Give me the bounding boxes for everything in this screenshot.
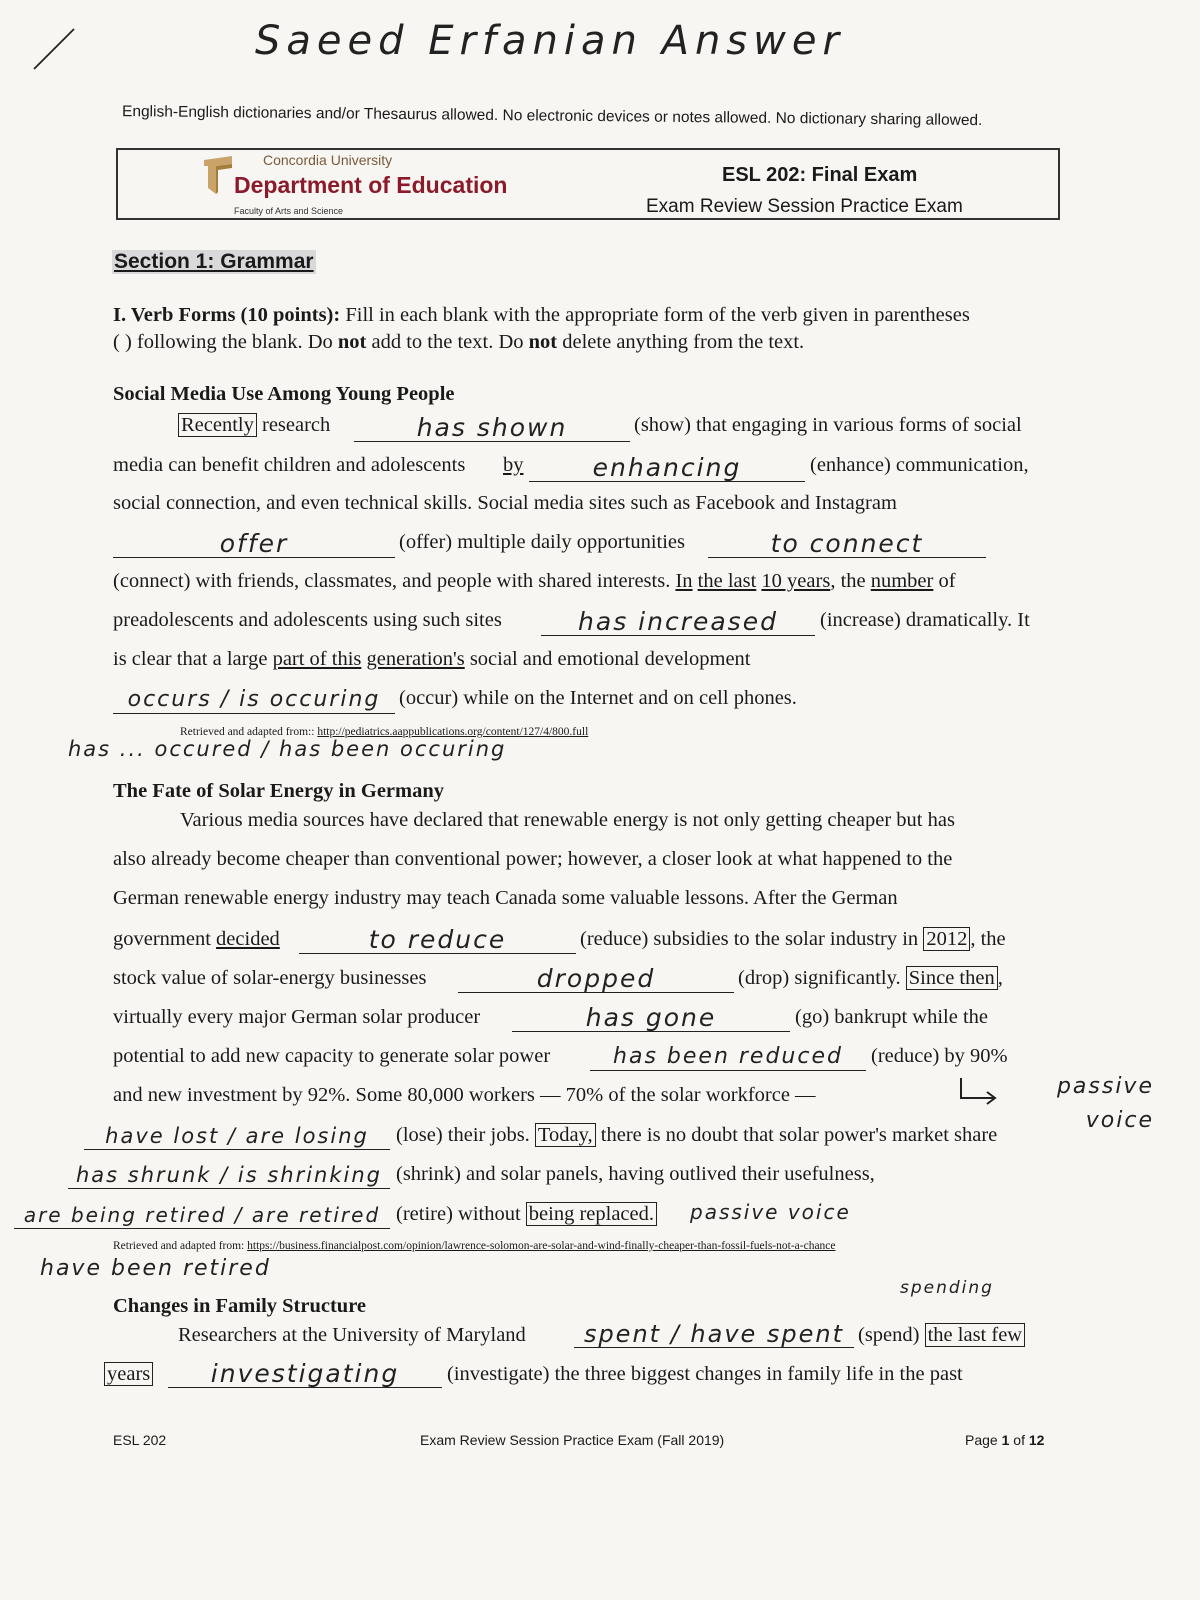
- passage-line: social connection, and even technical skills. Social media sites such as Facebook and Instagram: [113, 492, 897, 514]
- passage-line: Researchers at the University of Maryland: [178, 1324, 526, 1346]
- passage-title: Social Media Use Among Young People: [113, 383, 455, 405]
- handwritten-answer: spent / have spent: [583, 1320, 845, 1348]
- handwritten-answer: has shrunk / is shrinking: [76, 1163, 382, 1187]
- emphasis-not: not: [528, 331, 558, 353]
- passage-line: stock value of solar-energy businesses: [113, 967, 427, 989]
- footer-course: ESL 202: [113, 1432, 167, 1448]
- boxed-word: being replaced.: [526, 1202, 657, 1226]
- answer-blank[interactable]: [14, 1199, 390, 1229]
- question-label: I. Verb Forms (10 points):: [113, 304, 341, 326]
- underlined-word: decided: [216, 928, 280, 950]
- emphasis-not: not: [337, 331, 367, 353]
- answer-blank[interactable]: [299, 924, 576, 954]
- page-separator: of: [1009, 1432, 1029, 1448]
- passage-text: (retire) without: [396, 1203, 521, 1225]
- question-text: add to the text. Do: [366, 331, 529, 353]
- handwritten-answer: to reduce: [368, 925, 507, 954]
- passage-text: , the: [970, 928, 1006, 950]
- passage-text: , the: [830, 570, 866, 592]
- passage-line: (go) bankrupt while the: [795, 1006, 988, 1028]
- department-name: Department of Education: [234, 172, 508, 198]
- handwritten-answer: enhancing: [592, 453, 742, 482]
- handwritten-answer: offer: [219, 529, 289, 558]
- passage-line: [113, 570, 956, 593]
- handwritten-note: passive voice: [1056, 1074, 1154, 1133]
- handwritten-answer: to connect: [770, 529, 924, 558]
- answer-blank[interactable]: [574, 1318, 854, 1348]
- underlined-word: number: [870, 570, 934, 592]
- underlined-word: generation's: [366, 648, 465, 670]
- handwritten-answer: has increased: [578, 607, 778, 636]
- passage-line: [858, 1324, 1025, 1347]
- handwritten-answer: occurs / is occuring: [127, 687, 381, 712]
- passage-line: (offer) multiple daily opportunities: [399, 531, 685, 553]
- exam-header: [116, 148, 1060, 220]
- passage-line: [113, 454, 465, 477]
- passage-line: (enhance) communication,: [810, 454, 1029, 476]
- pen-stroke-icon: [30, 25, 80, 75]
- handwritten-answer: has been reduced: [613, 1044, 843, 1069]
- passage-text: (drop) significantly.: [738, 967, 901, 989]
- passage-text: there is no doubt that solar power's market share: [600, 1124, 998, 1146]
- passage-line: potential to add new capacity to generate solar power: [113, 1045, 551, 1067]
- handwritten-answer: investigating: [210, 1359, 400, 1388]
- passage-text: media can benefit children and adolescents: [113, 454, 466, 476]
- passage-text: of: [938, 570, 956, 592]
- answer-blank[interactable]: [168, 1358, 442, 1388]
- handwritten-answer: have lost / are losing: [105, 1124, 369, 1148]
- passage-line: (investigate) the three biggest changes in family life in the past: [447, 1363, 963, 1385]
- passage-text: (reduce) subsidies to the solar industry in: [580, 928, 919, 950]
- total-pages: 12: [1028, 1432, 1045, 1448]
- source-link[interactable]: http://pediatrics.aappublications.org/content/127/4/800.full: [317, 726, 589, 738]
- passage-text: research: [256, 414, 331, 436]
- passage-text: government: [113, 928, 211, 950]
- section-heading: Section 1: Grammar: [114, 250, 314, 273]
- passage-line: (increase) dramatically. It: [820, 609, 1030, 631]
- passage-text: ,: [997, 967, 1003, 989]
- handwritten-answer: dropped: [536, 964, 656, 993]
- footer-page-number: [965, 1432, 1044, 1448]
- question-text: Fill in each blank with the appropriate form of the verb given in parentheses: [340, 304, 970, 326]
- underlined-word: part of this: [272, 648, 362, 670]
- passage-line: [113, 928, 280, 951]
- answer-blank[interactable]: [529, 452, 805, 482]
- answer-blank[interactable]: [708, 528, 986, 558]
- passage-line: [396, 1203, 657, 1226]
- student-name-handwriting: Saeed Erfanian Answer: [255, 18, 845, 64]
- passage-line: (reduce) by 90%: [871, 1045, 1008, 1067]
- boxed-word: Recently: [178, 413, 257, 437]
- question-instructions-line-1: [113, 304, 970, 327]
- passage-line: Various media sources have declared that renewable energy is not only getting cheaper but has: [180, 809, 955, 831]
- answer-blank[interactable]: [68, 1159, 390, 1189]
- source-label: Retrieved and adapted from::: [180, 726, 315, 738]
- source-label: Retrieved and adapted from:: [113, 1240, 245, 1252]
- answer-blank[interactable]: [84, 1120, 390, 1150]
- handwritten-note: spending: [900, 1278, 994, 1298]
- passage-line: [396, 1124, 997, 1147]
- passage-text: is clear that a large: [113, 648, 268, 670]
- handwritten-answer: are being retired / are retired: [23, 1203, 381, 1227]
- question-instructions-line-2: [113, 331, 804, 354]
- answer-blank[interactable]: [113, 684, 395, 714]
- underlined-by: by: [503, 454, 524, 476]
- passage-line: [113, 648, 750, 671]
- boxed-word: Today,: [535, 1123, 596, 1147]
- boxed-word: 2012: [923, 927, 970, 951]
- university-name: Concordia University: [263, 152, 393, 168]
- question-text: delete anything from the text.: [557, 331, 805, 353]
- passage-line: (shrink) and solar panels, having outlived their usefulness,: [396, 1163, 875, 1185]
- exam-instructions: English-English dictionaries and/or Thesaurus allowed. No electronic devices or notes allowed. No dictionary sharing allowed.: [121, 103, 983, 130]
- boxed-word: the last few: [925, 1323, 1026, 1347]
- exam-subtitle: Exam Review Session Practice Exam: [646, 196, 963, 217]
- handwritten-note: passive voice: [690, 1200, 851, 1224]
- passage-line: also already become cheaper than conventional power; however, a closer look at what happened to the: [113, 848, 953, 870]
- passage-line: [178, 414, 330, 437]
- passage-line: preadolescents and adolescents using such sites: [113, 609, 502, 631]
- passage-line: German renewable energy industry may teach Canada some valuable lessons. After the German: [113, 887, 898, 909]
- handwritten-answer: has gone: [585, 1003, 717, 1032]
- handwritten-answer: has shown: [416, 413, 568, 442]
- passage-line: [580, 928, 1006, 951]
- question-text: ( ) following the blank. Do: [113, 331, 338, 353]
- answer-blank[interactable]: [354, 412, 630, 442]
- passage-text: (connect) with friends, classmates, and people with shared interests.: [113, 570, 671, 592]
- page-prefix: Page: [965, 1432, 1002, 1448]
- handwritten-note: have been retired: [40, 1256, 271, 1281]
- passage-line: [738, 967, 1003, 990]
- passage-title: The Fate of Solar Energy in Germany: [113, 780, 445, 802]
- underlined-word: [503, 454, 524, 477]
- underlined-word: the last: [697, 570, 757, 592]
- boxed-word: years: [104, 1362, 153, 1386]
- passage-text: (lose) their jobs.: [396, 1124, 530, 1146]
- footer-exam-title: Exam Review Session Practice Exam (Fall 2019): [420, 1432, 725, 1448]
- underlined-word: 10 years: [761, 570, 831, 592]
- answer-blank[interactable]: [541, 606, 815, 636]
- source-citation: [113, 1240, 836, 1252]
- answer-blank[interactable]: [590, 1041, 866, 1071]
- passage-text: social and emotional development: [464, 648, 751, 670]
- passage-line: virtually every major German solar producer: [113, 1006, 481, 1028]
- passage-line: [104, 1363, 153, 1386]
- handwritten-note: has ... occured / has been occuring: [68, 737, 507, 761]
- course-title: ESL 202: Final Exam: [722, 164, 918, 186]
- concordia-logo-icon: [202, 154, 234, 196]
- passage-line: and new investment by 92%. Some 80,000 workers — 70% of the solar workforce —: [113, 1084, 816, 1106]
- current-page: 1: [1001, 1432, 1010, 1448]
- source-link[interactable]: https://business.financialpost.com/opinion/lawrence-solomon-are-solar-and-wind-finally-cheaper-than-fossil-fuels-not-a-chance: [247, 1240, 836, 1252]
- passage-line: (show) that engaging in various forms of social: [634, 414, 1022, 436]
- passage-text: (spend): [858, 1324, 920, 1346]
- answer-blank[interactable]: [113, 528, 395, 558]
- passage-line: (occur) while on the Internet and on cell phones.: [399, 687, 797, 709]
- arrow-icon: [955, 1074, 1005, 1110]
- answer-blank[interactable]: [458, 963, 734, 993]
- passage-title: Changes in Family Structure: [113, 1295, 367, 1317]
- underlined-word: In: [675, 570, 693, 592]
- faculty-name: Faculty of Arts and Science: [234, 206, 344, 216]
- answer-blank[interactable]: [512, 1002, 790, 1032]
- boxed-word: Since then: [906, 966, 998, 990]
